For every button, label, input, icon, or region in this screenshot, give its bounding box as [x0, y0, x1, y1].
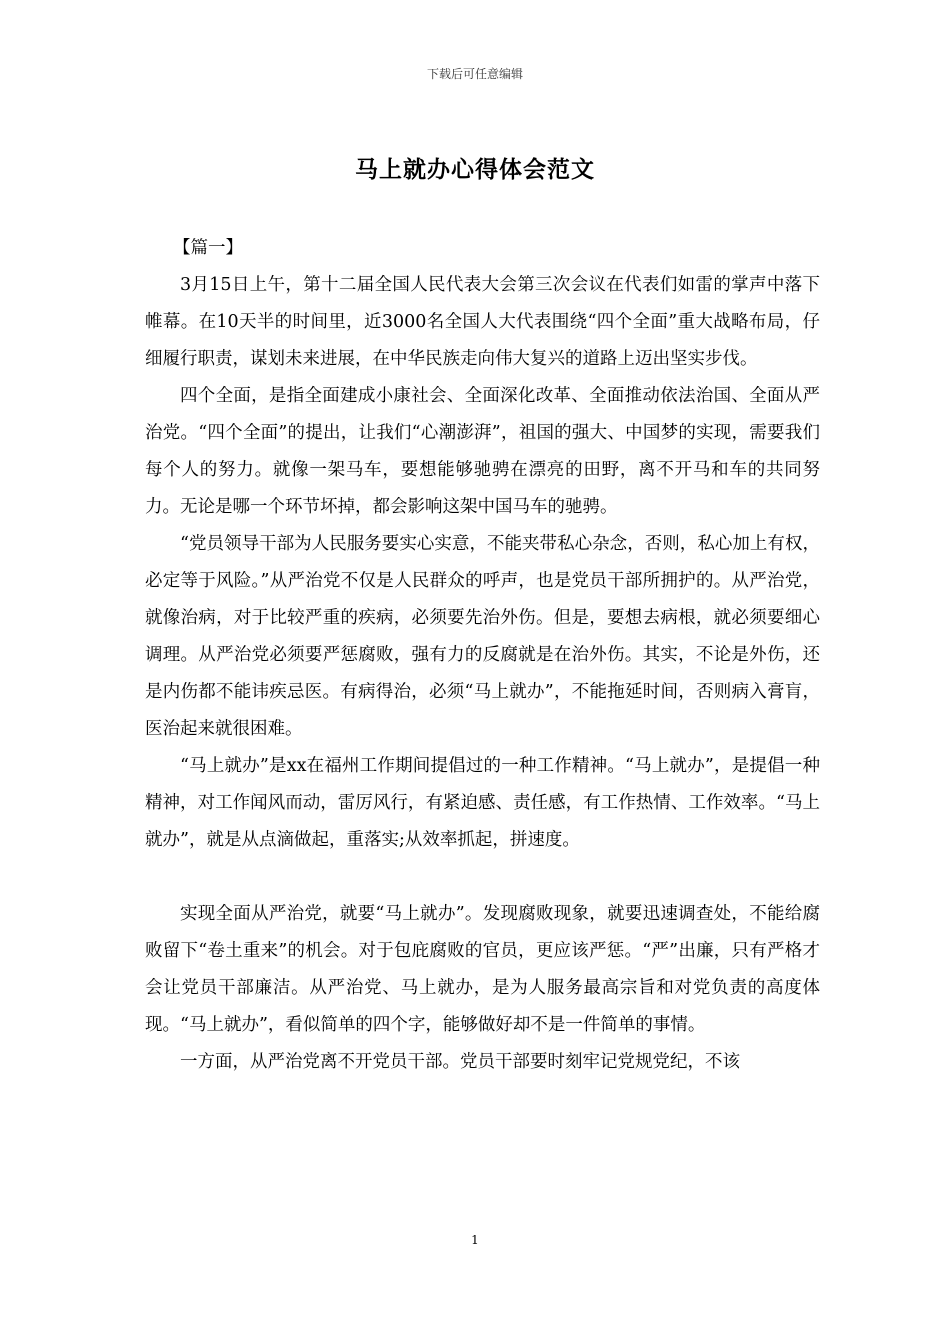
body-paragraph: “党员领导干部为人民服务要实心实意，不能夹带私心杂念，否则，私心加上有权，必定等于风险。”从严治党不仅是人民群众的呼声，也是党员干部所拥护的。从严治党，就像治病，对于比较严重的疾病，必须要先治外伤。但是，要想去病根，就必须要细心调理。从严治党必须要严惩腐败，强有力的反腐就是在治外伤。其实，不论是外伤，还是内伤都不能讳疾忌医。有病得治，必须“马上就办”，不能拖延时间，否则病入膏肓，医治起来就很困难。 [145, 534, 820, 739]
body-paragraph: 一方面，从严治党离不开党员干部。党员干部要时刻牢记党规党纪，不该 [180, 1052, 740, 1072]
document-body [145, 230, 820, 1081]
section-label: 【篇一】 [173, 238, 243, 258]
page-number: 1 [471, 1233, 479, 1247]
body-paragraph: 实现全面从严治党，就要“马上就办”。发现腐败现象，就要迅速调查处，不能给腐败留下“卷土重来”的机会。对于包庇腐败的官员，更应该严惩。“严”出廉，只有严格才会让党员干部廉洁。从严治党、马上就办，是为人服务最高宗旨和对党负责的高度体现。“马上就办”，看似简单的四个字，能够做好却不是一件简单的事情。 [145, 904, 820, 1035]
body-paragraph: 3月15日上午，第十二届全国人民代表大会第三次会议在代表们如雷的掌声中落下帷幕。在10天半的时间里，近3000名全国人大代表围绕“四个全面”重大战略布局，仔细履行职责，谋划未来进展，在中华民族走向伟大复兴的道路上迈出坚实步伐。 [145, 275, 820, 369]
body-paragraph: “马上就办”是xx在福州工作期间提倡过的一种工作精神。“马上就办”，是提倡一种精神，对工作闻风而动，雷厉风行，有紧迫感、责任感，有工作热情、工作效率。“马上就办”，就是从点滴做起，重落实;从效率抓起，拼速度。 [145, 756, 820, 850]
body-paragraph: 四个全面，是指全面建成小康社会、全面深化改革、全面推动依法治国、全面从严治党。“四个全面”的提出，让我们“心潮澎湃”，祖国的强大、中国梦的实现，需要我们每个人的努力。就像一架马车，要想能够驰骋在漂亮的田野，离不开马和车的共同努力。无论是哪一个环节坏掉，都会影响这架中国马车的驰骋。 [145, 386, 820, 517]
document-title: 马上就办心得体会范文 [355, 156, 595, 183]
page-header-note: 下载后可任意编辑 [426, 67, 523, 81]
